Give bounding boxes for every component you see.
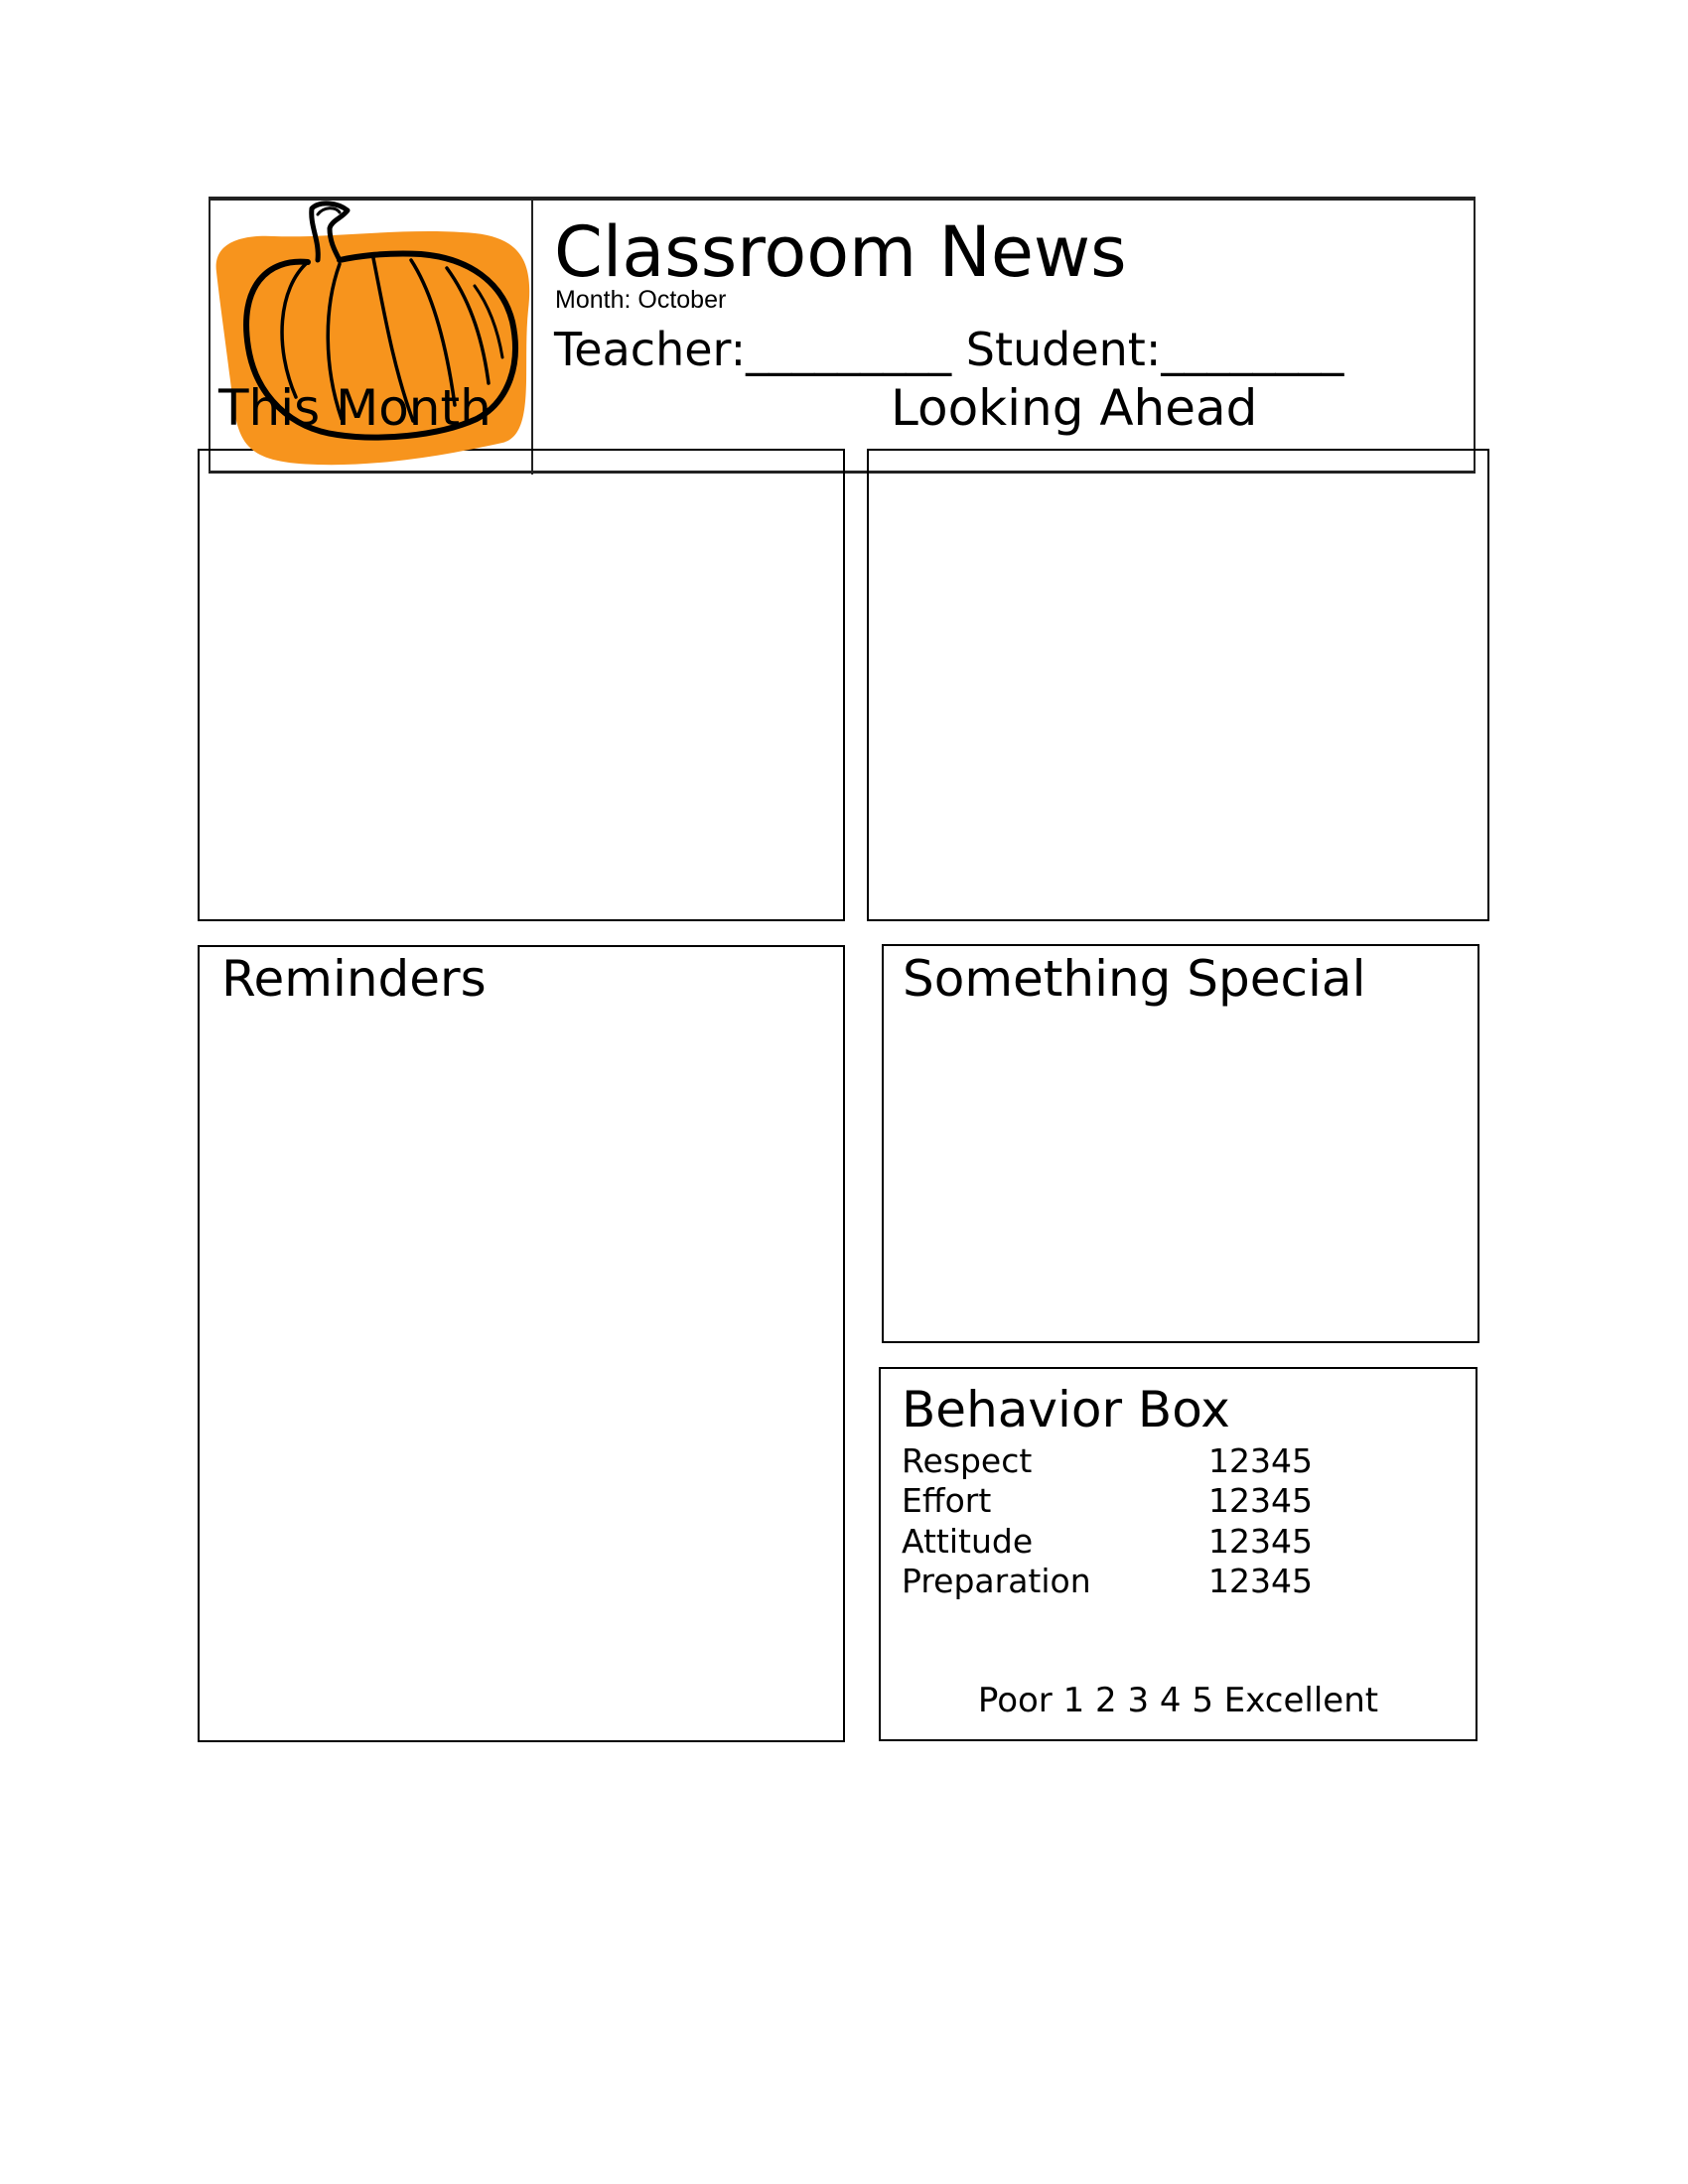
behavior-rating: 12345 (1208, 1562, 1313, 1600)
rating-scale-legend: Poor 1 2 3 4 5 Excellent (977, 1681, 1379, 1720)
behavior-rating: 12345 (1208, 1481, 1313, 1520)
behavior-trait: Preparation (902, 1562, 1091, 1600)
this-month-box (198, 449, 845, 921)
behavior-trait: Respect (902, 1441, 1033, 1480)
looking-ahead-box (867, 449, 1489, 921)
this-month-heading: This Month (218, 379, 492, 437)
something-special-box (882, 944, 1479, 1343)
teacher-student-line: Teacher:_________ Student:________ (554, 323, 1344, 376)
reminders-heading: Reminders (221, 950, 487, 1008)
month-line: Month: October (555, 286, 727, 314)
reminders-box (198, 945, 845, 1742)
behavior-trait: Attitude (902, 1522, 1034, 1561)
behavior-rating: 12345 (1208, 1522, 1313, 1561)
behavior-trait: Effort (902, 1481, 992, 1520)
looking-ahead-heading: Looking Ahead (891, 379, 1258, 437)
pumpkin-stem-curl (318, 208, 340, 214)
something-special-heading: Something Special (903, 950, 1366, 1008)
behavior-rating: 12345 (1208, 1441, 1313, 1480)
behavior-box-heading: Behavior Box (902, 1381, 1230, 1438)
header-divider (531, 199, 533, 475)
page-title: Classroom News (554, 211, 1127, 293)
behavior-box (879, 1367, 1477, 1741)
